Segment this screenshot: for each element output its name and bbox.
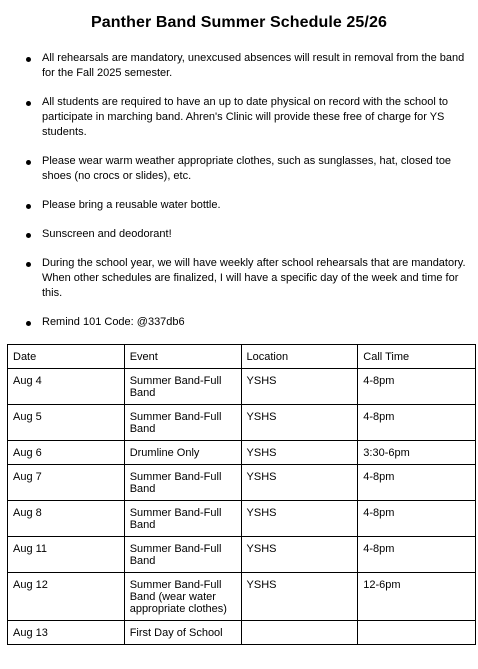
bullet-icon [26, 233, 31, 238]
cell-date: Aug 5 [8, 405, 125, 441]
rule-item [26, 256, 472, 301]
cell-event: Summer Band-Full Band [124, 537, 241, 573]
table-row [8, 573, 476, 621]
header-date: Date [8, 345, 125, 369]
cell-call-time: 4-8pm [358, 369, 476, 405]
cell-location: YSHS [241, 441, 358, 465]
rule-item [26, 198, 472, 213]
table-row [8, 465, 476, 501]
cell-date: Aug 12 [8, 573, 125, 621]
rule-text: All rehearsals are mandatory, unexcused absences will result in removal from the band for the Fall 2025 semester. [42, 52, 465, 79]
bullet-icon [26, 204, 31, 209]
cell-date: Aug 11 [8, 537, 125, 573]
rule-text: Please wear warm weather appropriate clothes, such as sunglasses, hat, closed toe shoes (no crocs or slides), etc. [42, 155, 452, 182]
table-row [8, 441, 476, 465]
cell-call-time: 12-6pm [358, 573, 476, 621]
cell-call-time: 4-8pm [358, 405, 476, 441]
cell-event: Summer Band-Full Band (wear water appropriate clothes) [124, 573, 241, 621]
bullet-icon [26, 262, 31, 267]
cell-location: YSHS [241, 405, 358, 441]
rule-item [26, 315, 472, 330]
rule-item [26, 95, 472, 140]
table-row [8, 369, 476, 405]
document-title: Panther Band Summer Schedule 25/26 [91, 14, 387, 31]
table-row [8, 621, 476, 645]
cell-date: Aug 4 [8, 369, 125, 405]
cell-event: Summer Band-Full Band [124, 501, 241, 537]
cell-event: Summer Band-Full Band [124, 369, 241, 405]
cell-event: Drumline Only [124, 441, 241, 465]
rule-text: Remind 101 Code: @337db6 [42, 316, 185, 328]
table-row [8, 405, 476, 441]
header-location: Location [241, 345, 358, 369]
cell-event: Summer Band-Full Band [124, 405, 241, 441]
cell-call-time: 4-8pm [358, 537, 476, 573]
schedule-table [7, 344, 476, 645]
bullet-icon [26, 321, 31, 326]
rule-item [26, 227, 472, 242]
cell-date: Aug 6 [8, 441, 125, 465]
cell-location: YSHS [241, 465, 358, 501]
rule-text: Please bring a reusable water bottle. [42, 199, 221, 211]
cell-location: YSHS [241, 573, 358, 621]
cell-date: Aug 7 [8, 465, 125, 501]
bullet-icon [26, 101, 31, 106]
rules-list [26, 51, 472, 344]
rule-text: During the school year, we will have weekly after school rehearsals that are mandatory. When other schedules are finalized, I will have a specific day of the week and time for this. [42, 257, 466, 299]
header-event: Event [124, 345, 241, 369]
cell-call-time: 4-8pm [358, 501, 476, 537]
table-header-row [8, 345, 476, 369]
rule-item [26, 51, 472, 81]
bullet-icon [26, 160, 31, 165]
cell-location: YSHS [241, 369, 358, 405]
cell-event: First Day of School [124, 621, 241, 645]
cell-date: Aug 8 [8, 501, 125, 537]
rule-item [26, 154, 472, 184]
cell-location [241, 621, 358, 645]
cell-location: YSHS [241, 501, 358, 537]
table-row [8, 537, 476, 573]
rule-text: Sunscreen and deodorant! [42, 228, 172, 240]
rule-text: All students are required to have an up to date physical on record with the school to participate in marching band. Ahren's Clinic will provide these free of charge for YS students. [42, 96, 449, 138]
bullet-icon [26, 57, 31, 62]
cell-location: YSHS [241, 537, 358, 573]
table-row [8, 501, 476, 537]
cell-date: Aug 13 [8, 621, 125, 645]
cell-call-time: 3:30-6pm [358, 441, 476, 465]
cell-call-time: 4-8pm [358, 465, 476, 501]
cell-call-time [358, 621, 476, 645]
header-call-time: Call Time [358, 345, 476, 369]
cell-event: Summer Band-Full Band [124, 465, 241, 501]
